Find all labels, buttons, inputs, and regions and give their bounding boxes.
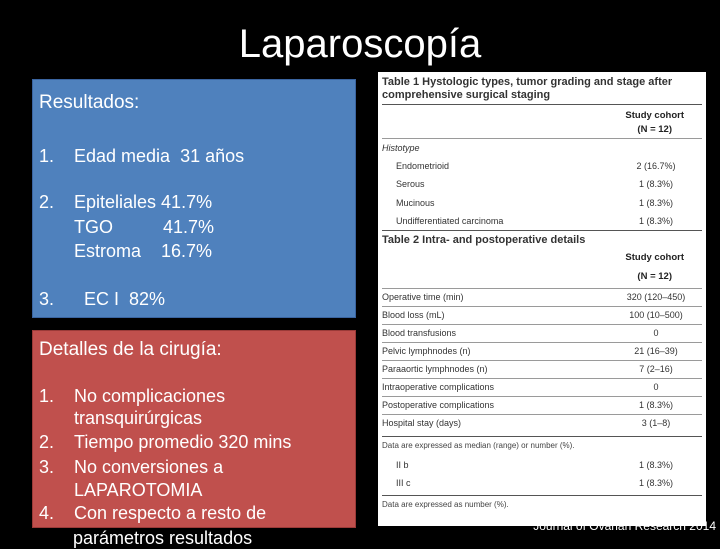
- table2-col-header-l2: (N = 12): [637, 271, 672, 282]
- results-item-stroma: Estroma 16.7%: [74, 241, 213, 261]
- row-label: Hospital stay (days): [382, 418, 462, 428]
- row-label: Intraoperative complications: [382, 382, 495, 392]
- details-item-complications: No complicaciones: [74, 386, 226, 406]
- results-item-epithelial: Epiteliales 41.7%: [74, 192, 213, 212]
- table-rule: [382, 306, 702, 307]
- row-value: 1 (8.3%): [638, 478, 673, 488]
- details-item-number: 3.: [39, 457, 55, 477]
- table-rule: [382, 436, 702, 437]
- table-rule: [382, 396, 702, 397]
- row-value: 1 (8.3%): [638, 179, 673, 189]
- row-label: Operative time (min): [382, 292, 464, 302]
- row-label: Undifferentiated carcinoma: [396, 216, 504, 226]
- details-item-number: 1.: [39, 386, 55, 406]
- details-item-conversions-cont: LAPAROTOMIA: [74, 480, 203, 500]
- details-item-number: 2.: [39, 432, 55, 452]
- row-value: 0: [653, 328, 659, 338]
- table-rule: [382, 324, 702, 325]
- table-rule: [382, 495, 702, 496]
- table1-title: [382, 76, 702, 102]
- surgery-details-box: [32, 330, 356, 528]
- table2-title: Table 2 Intra- and postoperative details: [382, 234, 586, 246]
- table-rule: [382, 360, 702, 361]
- row-label: Blood loss (mL): [382, 310, 445, 320]
- table2-col-header-l1: Study cohort: [625, 252, 684, 263]
- table1-title-line: comprehensive surgical staging: [382, 89, 551, 101]
- row-value: 1 (8.3%): [638, 216, 673, 226]
- table-rule: [382, 288, 702, 289]
- table-rule: [382, 342, 702, 343]
- table1-footnote: Data are expressed as number (%).: [382, 500, 509, 509]
- row-label: Blood transfusions: [382, 328, 457, 338]
- table-rule: [382, 104, 702, 105]
- results-item-number: 3.: [39, 289, 55, 309]
- row-value: 1 (8.3%): [638, 198, 673, 208]
- details-item-number: 4.: [39, 503, 55, 523]
- table1-col-header-l2: (N = 12): [637, 124, 672, 135]
- row-label: Postoperative complications: [382, 400, 495, 410]
- row-value: 1 (8.3%): [638, 400, 673, 410]
- details-heading: Detalles de la cirugía:: [39, 339, 222, 360]
- results-item-tgo: TGO 41.7%: [74, 217, 215, 237]
- row-label: Pelvic lymphnodes (n): [382, 346, 471, 356]
- table-rule: [382, 414, 702, 415]
- row-label: Mucinous: [396, 198, 435, 208]
- row-value: 21 (16–39): [634, 346, 678, 356]
- study-tables: [378, 72, 706, 526]
- details-item-time: Tiempo promedio 320 mins: [74, 432, 292, 452]
- row-value: 3 (1–8): [641, 418, 671, 428]
- row-value: 320 (120–450): [626, 292, 686, 302]
- row-value: 7 (2–16): [639, 364, 673, 374]
- row-label: Endometrioid: [396, 161, 450, 171]
- details-item-conversions: No conversiones a: [74, 457, 224, 477]
- results-item-age: Edad media 31 años: [74, 146, 245, 166]
- row-label: Paraaortic lymphnodes (n): [382, 364, 488, 374]
- table2-col-header: [625, 252, 684, 282]
- table-rule: [382, 230, 702, 231]
- slide-title: Laparoscopía: [238, 22, 482, 66]
- row-value: 0: [653, 382, 659, 392]
- details-item-other: Con respecto a resto de: [74, 503, 267, 523]
- results-item-stage: EC I 82%: [84, 289, 166, 309]
- table1-title-line: Table 1 Hystologic types, tumor grading and stage after: [382, 76, 673, 88]
- results-item-number: 2.: [39, 192, 55, 212]
- results-heading: Resultados:: [39, 92, 140, 113]
- results-item-number: 1.: [39, 146, 55, 166]
- details-item-complications-cont: transquirúrgicas: [74, 408, 203, 428]
- table1-col-header: [625, 110, 684, 135]
- row-value: 1 (8.3%): [638, 460, 673, 470]
- source-citation: Journal of Ovarian Research 2014: [533, 519, 716, 533]
- row-label: Serous: [396, 179, 425, 189]
- row-label: III c: [396, 478, 411, 488]
- row-label: II b: [396, 460, 409, 470]
- table1-col-header-l1: Study cohort: [625, 110, 684, 121]
- table1-section-label: Histotype: [382, 143, 420, 153]
- table-rule: [382, 378, 702, 379]
- row-value: 2 (16.7%): [636, 161, 676, 171]
- details-item-other-cont: parámetros resultados: [73, 528, 253, 548]
- table-rule: [382, 138, 702, 139]
- results-box: [32, 79, 356, 318]
- row-value: 100 (10–500): [629, 310, 683, 320]
- table2-footnote: Data are expressed as median (range) or number (%).: [382, 441, 575, 450]
- table2: [378, 230, 706, 430]
